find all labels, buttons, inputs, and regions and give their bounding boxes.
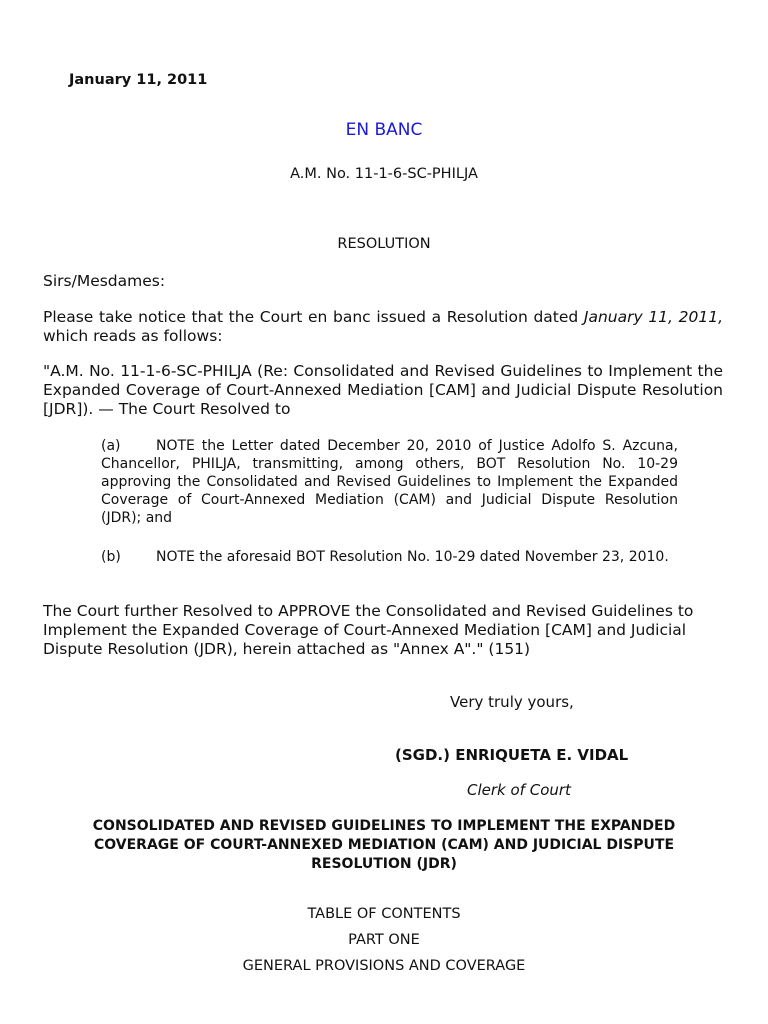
notice-text-after: which reads as follows: bbox=[43, 327, 223, 345]
list-item-marker: (b) bbox=[101, 549, 121, 565]
toc-title: TABLE OF CONTENTS bbox=[307, 906, 461, 922]
quote-intro-paragraph: "A.M. No. 11-1-6-SC-PHILJA (Re: Consolidated and Revised Guidelines to Implement the Expanded Coverage of Court-Annexed Mediation [CAM] and Judicial Dispute Resolution [JDR]). — The Court Resolved to bbox=[43, 362, 723, 418]
toc-part-title: GENERAL PROVISIONS AND COVERAGE bbox=[242, 958, 526, 974]
list-item-marker: (a) bbox=[101, 438, 121, 454]
list-item bbox=[101, 548, 678, 566]
signer-name: (SGD.) ENRIQUETA E. VIDAL bbox=[395, 746, 629, 764]
list-item-text: NOTE the aforesaid BOT Resolution No. 10-29 dated November 23, 2010. bbox=[156, 549, 669, 565]
list-item bbox=[101, 437, 678, 527]
document-type: RESOLUTION bbox=[337, 236, 431, 252]
notice-paragraph bbox=[43, 308, 723, 346]
signer-title: Clerk of Court bbox=[467, 781, 571, 799]
document-date: January 11, 2011 bbox=[69, 72, 208, 88]
closing-line: Very truly yours, bbox=[450, 693, 574, 711]
notice-date: January 11, 2011, bbox=[583, 308, 723, 326]
case-number: A.M. No. 11-1-6-SC-PHILJA bbox=[290, 166, 478, 182]
toc-part: PART ONE bbox=[348, 932, 420, 948]
salutation: Sirs/Mesdames: bbox=[43, 272, 166, 290]
further-resolved-paragraph: The Court further Resolved to APPROVE the Consolidated and Revised Guidelines to Implement the Expanded Coverage of Court-Annexed Mediation [CAM] and Judicial Dispute Resolution (JDR), herein attached as "Annex A"." (151) bbox=[43, 602, 694, 658]
list-item-text: NOTE the Letter dated December 20, 2010 of Justice Adolfo S. Azcuna, Chancellor, PHILJA, transmitting, among others, BOT Resolution No. 10-29 approving the Consolidated and Revised Guidelines to Implement the Expanded Coverage of Court-Annexed Mediation (CAM) and Judicial Dispute Resolution (JDR); and bbox=[101, 438, 678, 526]
guidelines-heading: CONSOLIDATED AND REVISED GUIDELINES TO IMPLEMENT THE EXPANDED COVERAGE OF COURT-ANNEXED MEDIATION (CAM) AND JUDICIAL DISPUTE RESOLUTION (JDR) bbox=[92, 818, 676, 872]
notice-text-before: Please take notice that the Court en banc issued a Resolution dated bbox=[43, 308, 584, 326]
division-heading: EN BANC bbox=[345, 120, 423, 140]
